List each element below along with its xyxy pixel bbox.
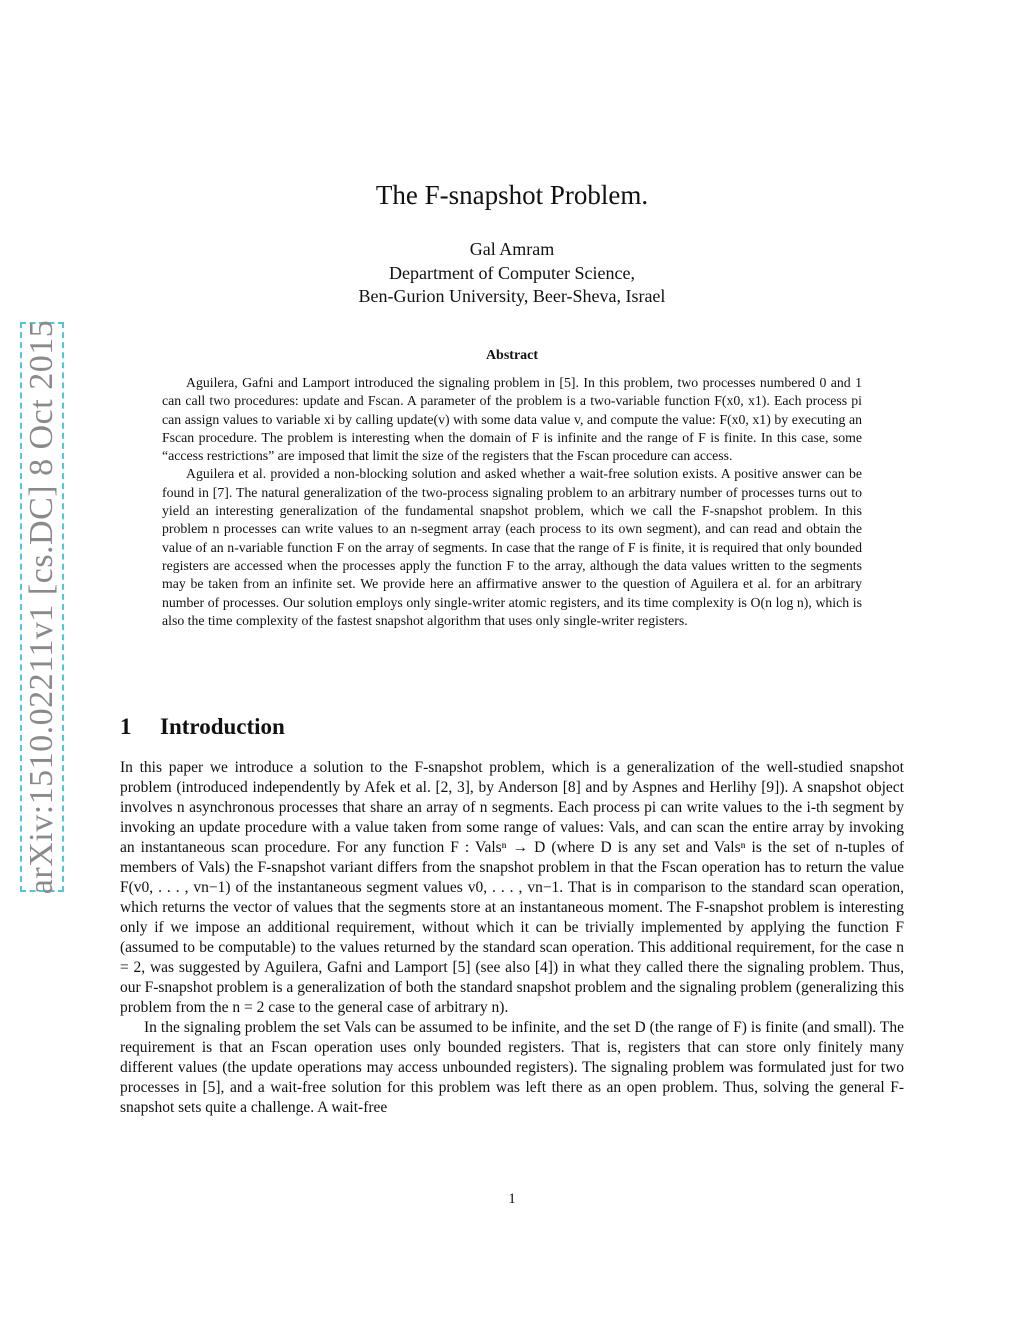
section-number: 1 <box>120 714 132 739</box>
arxiv-id: arXiv:1510.02211v1 [cs.DC] 8 Oct 2015 <box>23 319 60 895</box>
body-paragraph: In this paper we introduce a solution to the F-snapshot problem, which is a generalization of the well-studied snapshot problem (introduced independently by Afek et al. [2, 3], by Anderson [8] and by Aspnes and Herlihy [9]). A snapshot object involves n asynchronous processes that share an array of n segments. Each process pi can write values to the i-th segment by invoking an update procedure with a value taken from some range of values: Vals, and can scan the entire array by invoking an instantaneous scan procedure. For any function F : Valsⁿ → D (where D is any set and Valsⁿ is the set of n-tuples of members of Vals) the F-snapshot variant differs from the snapshot problem in that the Fscan operation has to return the value F(v0, . . . , vn−1) of the instantaneous segment values v0, . . . , vn−1. That is in comparison to the standard scan operation, which returns the vector of values that the segments store at an instantaneous moment. The F-snapshot problem is interesting only if we impose an additional requirement, without which it can be trivially implemented by applying the function F (assumed to be computable) to the values returned by the standard scan operation. This additional requirement, for the case n = 2, was suggested by Aguilera, Gafni and Lamport [5] (see also [4]) in what they called there the signaling problem. Thus, our F-snapshot problem is a generalization of both the standard snapshot problem and the signaling problem (generalizing this problem from the n = 2 case to the general case of arbitrary n). <box>120 759 904 1016</box>
abstract-paragraph: Aguilera, Gafni and Lamport introduced the signaling problem in [5]. In this problem, two processes numbered 0 and 1 can call two procedures: update and Fscan. A parameter of the problem is a two-variable function F(x0, x1). Each process pi can assign values to variable xi by calling update(v) with some data value v, and compute the value: F(x0, x1) by executing an Fscan procedure. The problem is interesting when the domain of F is infinite and the range of F is finite. In this case, some “access restrictions” are imposed that limit the size of the registers that the Fscan procedure can access. <box>162 375 862 464</box>
author-name: Gal Amram <box>469 239 555 259</box>
paper-title: The F-snapshot Problem. <box>375 180 649 210</box>
abstract-paragraph: Aguilera et al. provided a non-blocking solution and asked whether a wait-free solution exists. A positive answer can be found in [7]. The natural generalization of the two-process signaling problem to an arbitrary number of processes turns out to yield an interesting generalization of the fundamental snapshot problem, which we call the F-snapshot problem. In this problem n processes can write values to an n-segment array (each process to its own segment), and can read and obtain the value of an n-variable function F on the array of segments. In case that the range of F is finite, it is required that only bounded registers are accessed when the processes apply the function F to the array, although the data values written to the segments may be taken from an infinite set. We provide here an affirmative answer to the question of Aguilera et al. for an arbitrary number of processes. Our solution employs only single-writer atomic registers, and its time complexity is O(n log n), which is also the time complexity of the fastest snapshot algorithm that uses only single-writer registers. <box>162 466 862 628</box>
page-number: 1 <box>508 1191 516 1207</box>
section-heading <box>120 714 285 740</box>
author-department: Department of Computer Science, <box>389 262 635 283</box>
author-block <box>0 238 1024 309</box>
author-affiliation: Ben-Gurion University, Beer-Sheva, Israel <box>358 286 666 306</box>
abstract-heading: Abstract <box>485 348 539 363</box>
arxiv-sidebar-stamp <box>20 319 64 895</box>
abstract-body <box>162 374 862 630</box>
body-paragraph: In the signaling problem the set Vals can be assumed to be infinite, and the set D (the range of F) is finite (and small). The requirement is that an Fscan operation uses only bounded registers. That is, registers that can store only finitely many different values (the update operations may access unbounded registers). The signaling problem was formulated just for two processes in [5], and a wait-free solution for this problem was left there as an open problem. Thus, solving the general F-snapshot sets quite a challenge. A wait-free <box>120 1019 904 1116</box>
section-title: Introduction <box>160 714 285 739</box>
body-text <box>120 758 904 1118</box>
